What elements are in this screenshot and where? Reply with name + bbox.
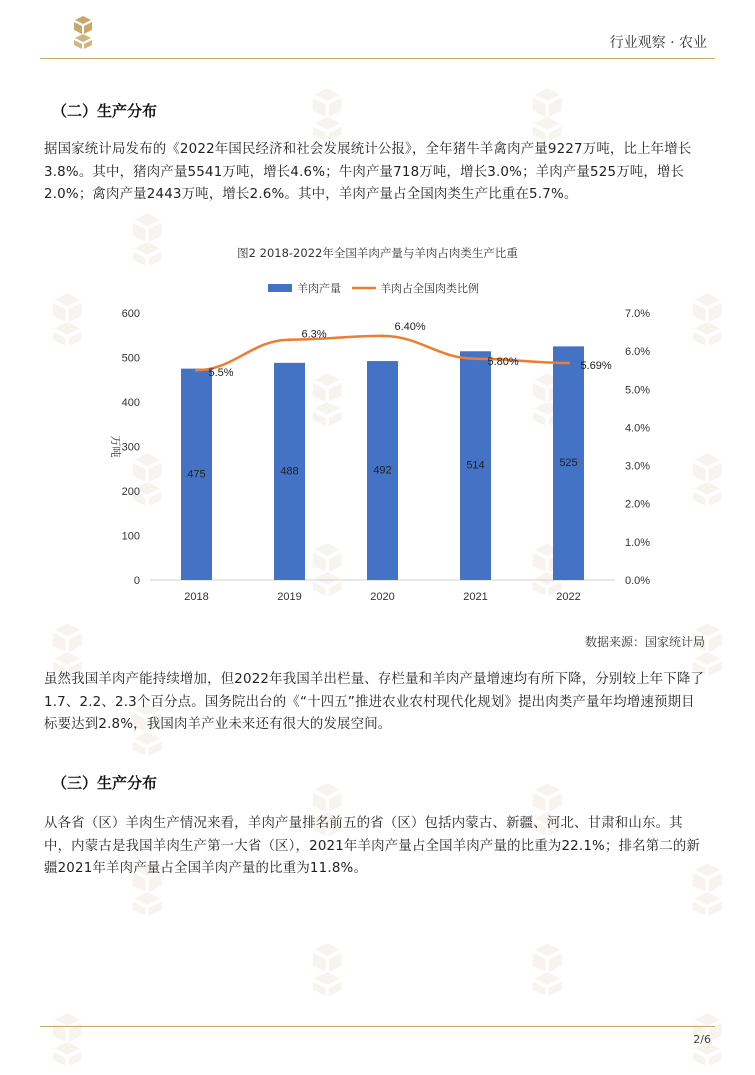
y-tick-label: 100 <box>121 530 140 543</box>
legend-bar-swatch <box>268 284 292 292</box>
y-tick-label: 400 <box>121 397 140 409</box>
header-title: 行业观察 · 农业 <box>609 35 707 51</box>
legend-label: 羊肉产量 <box>297 283 341 295</box>
line-point <box>381 334 384 337</box>
y2-tick-label: 6.0% <box>625 346 651 359</box>
line-data-label: 5.5% <box>208 367 234 380</box>
bar-data-label: 514 <box>466 459 485 472</box>
line-point <box>195 369 198 372</box>
watermark-logo-icon <box>53 1013 82 1066</box>
section-title: （二）生产分布 <box>52 102 158 120</box>
y2-tick-label: 4.0% <box>625 422 651 435</box>
line-data-label: 6.40% <box>394 320 426 333</box>
line-point <box>567 361 570 364</box>
line-data-label: 6.3% <box>301 328 327 341</box>
paragraph: 从各省（区）羊肉生产情况来看，羊肉产量排名前五的省（区）包括内蒙古、新疆、河北、甘肃和山东。其中，内蒙古是我国羊肉生产第一大省（区），2021年羊肉产量占全国羊肉产量的比重为22.1%；排名第二的新疆2021年羊肉产量占全国羊肉产量的比重为11.8%。 <box>44 816 701 876</box>
bar-data-label: 492 <box>373 464 392 477</box>
x-tick-label: 2019 <box>277 591 302 603</box>
y2-tick-label: 7.0% <box>625 308 651 320</box>
line-point <box>474 357 477 360</box>
line-data-label: 5.80% <box>487 355 519 368</box>
footer-divider <box>40 1026 715 1027</box>
bar-data-label: 488 <box>280 465 299 478</box>
line-point <box>288 338 291 341</box>
y-axis-label: 万吨 <box>109 435 121 458</box>
y-tick-label: 600 <box>121 308 140 320</box>
y2-tick-label: 0.0% <box>625 575 651 587</box>
watermark-logo-icon <box>533 943 562 996</box>
figure-caption: 图2 2018-2022年全国羊肉产量与羊肉占肉类生产比重 <box>237 246 518 260</box>
paragraph: 据国家统计局发布的《2022年国民经济和社会发展统计公报》，全年猪牛羊禽肉产量9227万吨，比上年增长3.8%。其中，猪肉产量5541万吨，增长4.6%；牛肉产量718万吨，增长3.0%；羊肉产量525万吨，增长2.0%；禽肉产量2443万吨，增长2.6%。其中，羊肉产量占全国肉类生产比重在5.7%。 <box>44 142 692 202</box>
paragraph: 虽然我国羊肉产能持续增加，但2022年我国羊出栏量、存栏量和羊肉产量增速均有所下降，分别较上年下降了1.7、2.2、2.3个百分点。国务院出台的《“十四五”推进农业农村现代化规划》提出肉类产量年均增速预期目标要达到2.8%，我国肉羊产业未来还有很大的发展空间。 <box>44 672 705 732</box>
line-data-label: 5.69% <box>580 359 612 372</box>
bar-data-label: 475 <box>187 468 206 481</box>
y-tick-label: 500 <box>121 352 140 365</box>
legend-label: 羊肉占全国肉类比例 <box>380 283 479 295</box>
page-number: 2/6 <box>693 1033 711 1046</box>
y2-tick-label: 2.0% <box>625 498 651 511</box>
y-tick-label: 300 <box>121 441 140 454</box>
x-tick-label: 2018 <box>184 591 209 603</box>
y2-tick-label: 3.0% <box>625 460 651 473</box>
y2-tick-label: 1.0% <box>625 536 651 549</box>
section-title: （三）生产分布 <box>52 774 158 792</box>
y-tick-label: 0 <box>133 575 140 587</box>
bar-data-label: 525 <box>559 457 578 470</box>
x-tick-label: 2022 <box>556 591 581 603</box>
data-source: 数据来源：国家统计局 <box>584 635 705 649</box>
x-tick-label: 2021 <box>463 591 488 603</box>
y-tick-label: 200 <box>121 486 140 498</box>
x-tick-label: 2020 <box>370 591 395 603</box>
y2-tick-label: 5.0% <box>625 384 651 397</box>
watermark-logo-icon <box>313 943 342 996</box>
